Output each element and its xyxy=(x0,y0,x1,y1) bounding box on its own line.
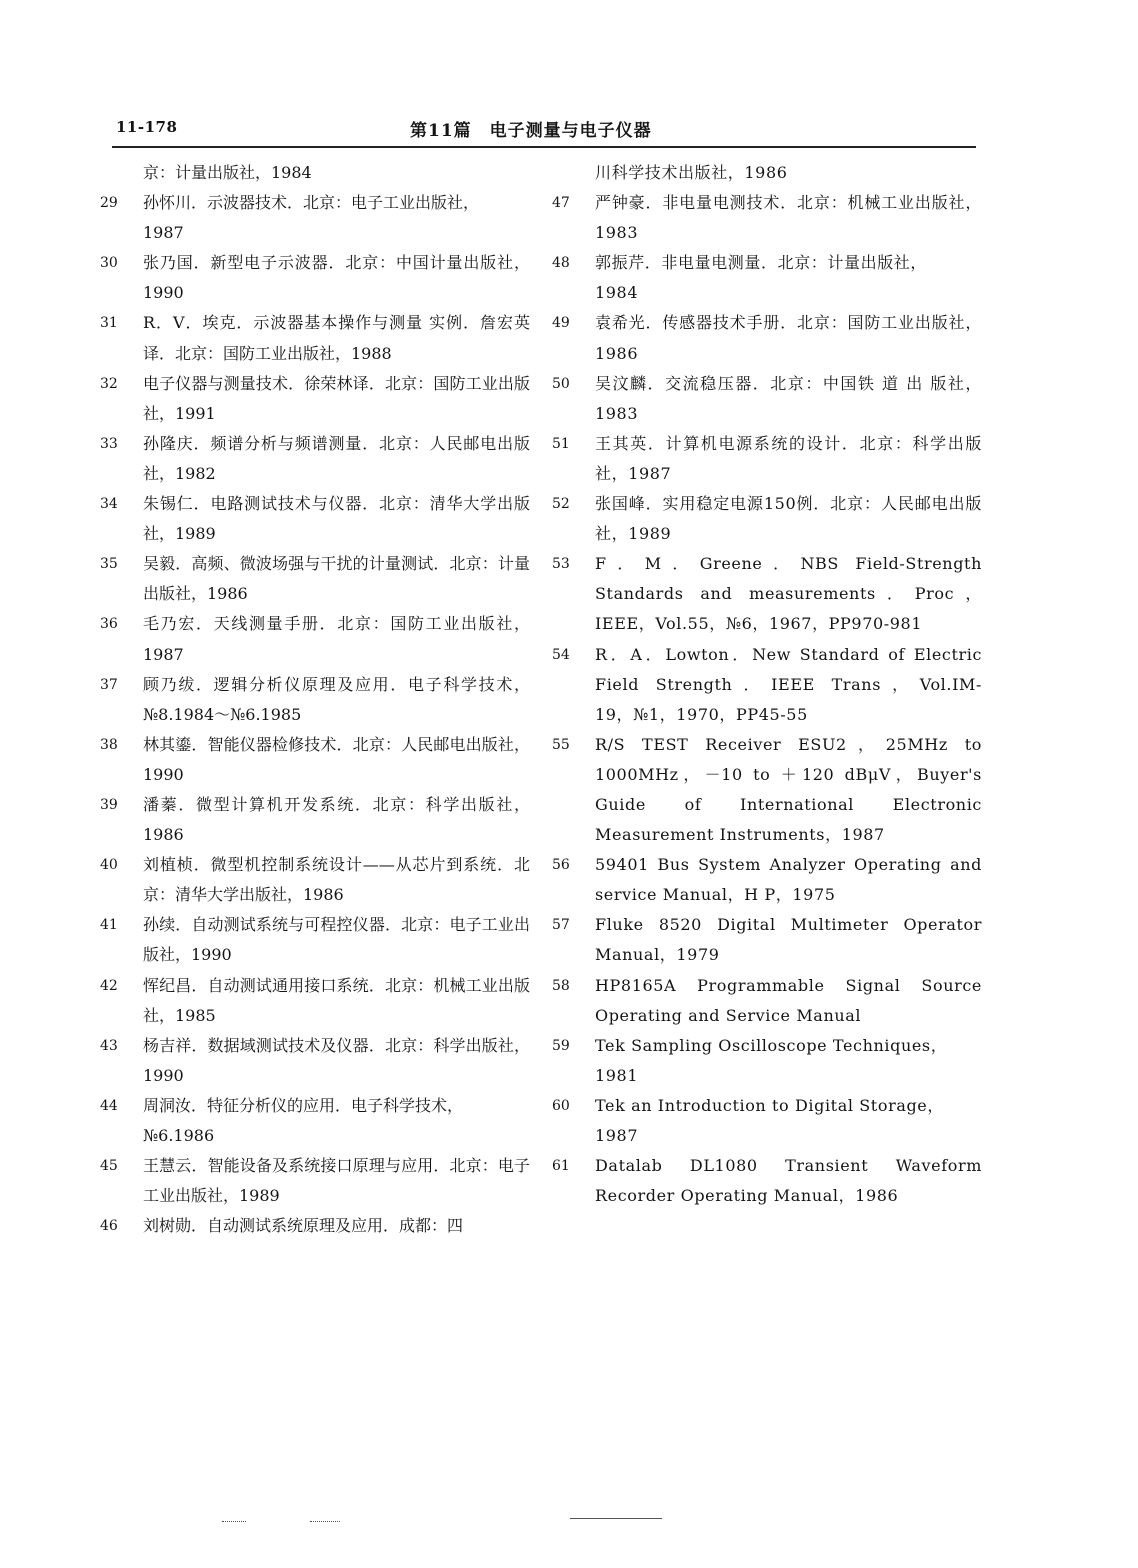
reference-text: 袁希光．传感器技术手册．北京：国防工业出版社，1986 xyxy=(595,313,982,363)
reference-entry xyxy=(552,158,982,188)
scan-artifact-mark xyxy=(310,1521,340,1522)
reference-number: 43 xyxy=(100,1037,118,1054)
reference-number: 54 xyxy=(552,646,570,663)
reference-number: 42 xyxy=(100,977,118,994)
reference-entry xyxy=(100,188,530,248)
reference-number: 49 xyxy=(552,315,570,332)
references-left-column xyxy=(100,158,530,1241)
reference-entry xyxy=(100,158,530,188)
reference-number: 39 xyxy=(100,796,118,813)
reference-entry xyxy=(100,429,530,489)
reference-number: 52 xyxy=(552,496,570,513)
reference-entry xyxy=(552,308,982,368)
reference-number: 59 xyxy=(552,1037,570,1054)
header-rule xyxy=(112,146,976,148)
reference-entry xyxy=(552,188,982,248)
reference-text: 刘植桢．微型机控制系统设计——从芯片到系统．北京：清华大学出版社，1986 xyxy=(143,855,530,905)
reference-text: R/S TEST Receiver ESU2，25MHz to 1000MHz，－10 to ＋120 dBμV，Buyer's Guide of International Electronic Measurement Instruments，1987 xyxy=(595,734,982,845)
reference-entry xyxy=(552,971,982,1031)
reference-number: 48 xyxy=(552,255,570,272)
reference-text: Fluke 8520 Digital Multimeter Operator Manual，1979 xyxy=(595,915,982,965)
reference-entry xyxy=(100,609,530,669)
reference-number: 37 xyxy=(100,676,118,693)
reference-number: 33 xyxy=(100,435,118,452)
reference-text: 张国峰．实用稳定电源150例．北京：人民邮电出版社，1989 xyxy=(595,494,982,544)
page-number: 11-178 xyxy=(116,118,178,136)
references-right-column xyxy=(552,158,982,1211)
reference-entry xyxy=(100,971,530,1031)
reference-number: 35 xyxy=(100,556,118,573)
reference-entry xyxy=(100,1031,530,1091)
reference-entry xyxy=(552,730,982,850)
reference-entry xyxy=(100,1151,530,1211)
reference-text: F．M．Greene．NBS Field-Strength Standards and measurements．Proc，IEEE，Vol.55，№6，1967，PP970-981 xyxy=(595,554,982,634)
reference-entry xyxy=(552,1091,982,1151)
reference-text: 林其鎏．智能仪器检修技术．北京：人民邮电出版社，1990 xyxy=(143,734,530,784)
reference-text: 张乃国．新型电子示波器．北京：中国计量出版社，1990 xyxy=(143,253,530,303)
reference-number: 45 xyxy=(100,1158,118,1175)
reference-number: 36 xyxy=(100,616,118,633)
reference-text: Tek an Introduction to Digital Storage， 1987 xyxy=(595,1095,944,1145)
reference-text: Datalab DL1080 Transient Waveform Recorder Operating Manual，1986 xyxy=(595,1156,982,1206)
reference-entry xyxy=(552,369,982,429)
reference-number: 55 xyxy=(552,736,570,753)
reference-text: 吴汶麟．交流稳压器．北京：中国铁 道 出 版社，1983 xyxy=(595,373,982,423)
reference-entry xyxy=(100,489,530,549)
reference-text: 毛乃宏．天线测量手册．北京：国防工业出版社，1987 xyxy=(143,614,530,664)
reference-text: 孙怀川．示波器技术．北京：电子工业出版社， 1987 xyxy=(143,193,480,243)
reference-entry xyxy=(552,910,982,970)
reference-number: 31 xyxy=(100,315,118,332)
reference-text: 孙续．自动测试系统与可程控仪器．北京：电子工业出版社，1990 xyxy=(143,915,530,965)
reference-entry xyxy=(100,369,530,429)
reference-entry xyxy=(552,640,982,730)
reference-text: 杨吉祥．数据域测试技术及仪器．北京：科学出版社，1990 xyxy=(143,1035,530,1085)
reference-number: 57 xyxy=(552,917,570,934)
reference-text: 朱锡仁．电路测试技术与仪器．北京：清华大学出版社，1989 xyxy=(143,494,530,544)
reference-entry xyxy=(552,1031,982,1091)
reference-text: 京：计量出版社，1984 xyxy=(143,163,312,182)
reference-entry xyxy=(552,248,982,308)
reference-entry xyxy=(100,549,530,609)
reference-entry xyxy=(552,549,982,639)
reference-number: 50 xyxy=(552,375,570,392)
reference-entry xyxy=(100,308,530,368)
reference-number: 47 xyxy=(552,195,570,212)
reference-number: 41 xyxy=(100,917,118,934)
reference-number: 40 xyxy=(100,857,118,874)
reference-text: 王慧云．智能设备及系统接口原理与应用．北京：电子工业出版社，1989 xyxy=(143,1156,530,1206)
reference-text: 王其英．计算机电源系统的设计．北京：科学出版社，1987 xyxy=(595,433,982,483)
reference-number: 34 xyxy=(100,496,118,513)
reference-text: Tek Sampling Oscilloscope Techniques， 1981 xyxy=(595,1035,948,1085)
running-header: 第11篇 电子测量与电子仪器 xyxy=(410,121,652,141)
reference-text: 顾乃绂．逻辑分析仪原理及应用．电子科学技术，№8.1984～№6.1985 xyxy=(143,674,530,724)
reference-number: 44 xyxy=(100,1097,118,1114)
reference-number: 53 xyxy=(552,556,570,573)
reference-number: 51 xyxy=(552,435,570,452)
reference-entry xyxy=(552,850,982,910)
reference-text: 59401 Bus System Analyzer Operating and service Manual，H P，1975 xyxy=(595,855,982,905)
reference-text: R．A．Lowton．New Standard of Electric Field Strength．IEEE Trans，Vol.IM-19，№1，1970，PP45-55 xyxy=(595,644,982,724)
reference-number: 60 xyxy=(552,1097,570,1114)
reference-entry xyxy=(100,790,530,850)
reference-text: 恽纪昌．自动测试通用接口系统．北京：机械工业出版社，1985 xyxy=(143,975,530,1025)
reference-entry xyxy=(552,1151,982,1211)
reference-number: 56 xyxy=(552,857,570,874)
scan-artifact-mark xyxy=(222,1521,246,1522)
reference-text: HP8165A Programmable Signal Source Operating and Service Manual xyxy=(595,975,982,1025)
reference-text: 刘树勋．自动测试系统原理及应用．成都：四 xyxy=(143,1216,464,1236)
reference-text: 严钟豪．非电量电测技术．北京：机械工业出版社，1983 xyxy=(595,193,982,243)
reference-text: 孙隆庆．频谱分析与频谱测量．北京：人民邮电出版社，1982 xyxy=(143,433,530,483)
reference-number: 61 xyxy=(552,1158,570,1175)
reference-entry xyxy=(100,910,530,970)
reference-entry xyxy=(552,429,982,489)
reference-entry xyxy=(100,850,530,910)
reference-number: 58 xyxy=(552,977,570,994)
reference-number: 30 xyxy=(100,255,118,272)
reference-entry xyxy=(100,1211,530,1241)
reference-number: 38 xyxy=(100,736,118,753)
reference-number: 46 xyxy=(100,1218,118,1235)
reference-entry xyxy=(552,489,982,549)
reference-entry xyxy=(100,1091,530,1151)
reference-text: 吴毅．高频、微波场强与干扰的计量测试．北京：计量出版社，1986 xyxy=(143,554,530,604)
reference-text: 川科学技术出版社，1986 xyxy=(595,163,788,182)
reference-entry xyxy=(100,730,530,790)
reference-number: 32 xyxy=(100,375,118,392)
scan-artifact-mark xyxy=(570,1518,662,1519)
reference-number: 29 xyxy=(100,195,118,212)
reference-entry xyxy=(100,248,530,308)
reference-text: 郭振芹．非电量电测量．北京：计量出版社， 1984 xyxy=(595,253,928,303)
reference-text: R．V．埃克．示波器基本操作与测量 实例．詹宏英译．北京：国防工业出版社，1988 xyxy=(143,313,530,363)
reference-text: 周洞汝．特征分析仪的应用．电子科学技术， №6.1986 xyxy=(143,1095,464,1145)
reference-text: 电子仪器与测量技术．徐荣林译．北京：国防工业出版社，1991 xyxy=(143,373,530,423)
reference-entry xyxy=(100,670,530,730)
reference-text: 潘蓁．微型计算机开发系统．北京：科学出版社，1986 xyxy=(143,794,530,845)
